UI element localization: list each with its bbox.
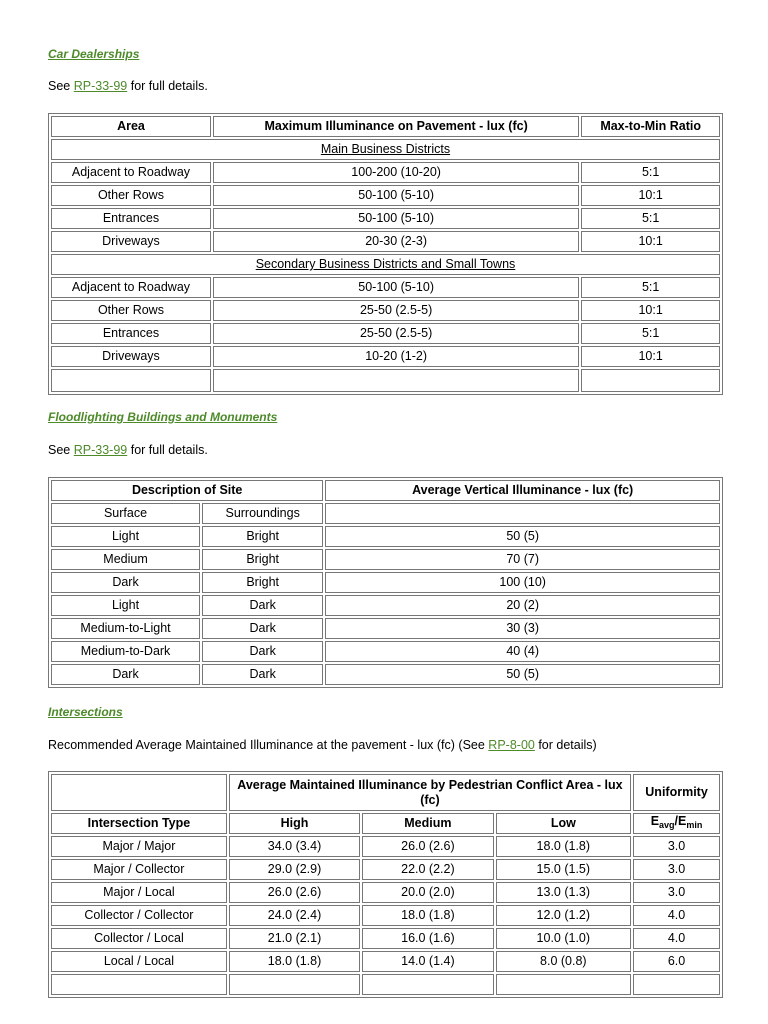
cell-low: 12.0 (1.2): [496, 905, 632, 926]
cell-illuminance: 25-50 (2.5-5): [213, 323, 579, 344]
car-dealerships-heading[interactable]: Car Dealerships: [48, 47, 140, 61]
cell-high: 29.0 (2.9): [229, 859, 360, 880]
cell-surroundings: Dark: [202, 664, 323, 685]
cell-illuminance: 100-200 (10-20): [213, 162, 579, 183]
empty-cell: [362, 974, 493, 995]
empty-cell: [496, 974, 632, 995]
car-dealerships-note: [48, 79, 208, 93]
cell-high: 24.0 (2.4): [229, 905, 360, 926]
cell-low: 15.0 (1.5): [496, 859, 632, 880]
col-header-medium: Medium: [362, 813, 493, 834]
col-header-low: Low: [496, 813, 632, 834]
floodlighting-heading[interactable]: Floodlighting Buildings and Monuments: [48, 410, 278, 424]
table-header-row: [51, 813, 720, 834]
table-header-row: [51, 480, 720, 501]
cell-low: 10.0 (1.0): [496, 928, 632, 949]
cell-type: Major / Local: [51, 882, 227, 903]
cell-illuminance: 50-100 (5-10): [213, 208, 579, 229]
intro-prefix: Recommended Average Maintained Illuminance at the pavement - lux (fc) (See: [48, 738, 485, 752]
cell-ratio: 5:1: [581, 162, 720, 183]
table-row: [51, 641, 720, 662]
table-row: [51, 859, 720, 880]
cell-medium: 22.0 (2.2): [362, 859, 493, 880]
table-row: [51, 277, 720, 298]
table-row: [51, 595, 720, 616]
col-header-area: Area: [51, 116, 211, 137]
table-row: [51, 185, 720, 206]
cell-surface: Dark: [51, 572, 200, 593]
cell-surface: Medium-to-Dark: [51, 641, 200, 662]
cell-area: Other Rows: [51, 300, 211, 321]
cell-area: Entrances: [51, 323, 211, 344]
empty-row: [51, 369, 720, 392]
cell-area: Adjacent to Roadway: [51, 277, 211, 298]
cell-surface: Medium: [51, 549, 200, 570]
cell-surroundings: Dark: [202, 641, 323, 662]
cell-low: 13.0 (1.3): [496, 882, 632, 903]
subheader-row: [51, 503, 720, 524]
empty-cell: [51, 369, 211, 392]
table-row: [51, 549, 720, 570]
cell-surface: Medium-to-Light: [51, 618, 200, 639]
cell-area: Entrances: [51, 208, 211, 229]
col-header-description: Description of Site: [51, 480, 323, 501]
see-prefix: See: [48, 79, 71, 93]
cell-surroundings: Bright: [202, 549, 323, 570]
cell-high: 34.0 (3.4): [229, 836, 360, 857]
col-header-surroundings: Surroundings: [202, 503, 323, 524]
cell-ratio: 5:1: [581, 323, 720, 344]
table-row: [51, 323, 720, 344]
cell-medium: 16.0 (1.6): [362, 928, 493, 949]
cell-medium: 26.0 (2.6): [362, 836, 493, 857]
intersections-table: [48, 771, 723, 998]
cell-illuminance: 10-20 (1-2): [213, 346, 579, 367]
table-row: [51, 208, 720, 229]
see-suffix: for full details.: [130, 79, 208, 93]
cell-uniformity: 3.0: [633, 836, 720, 857]
table-row: [51, 664, 720, 685]
floodlighting-table: [48, 477, 723, 688]
cell-area: Driveways: [51, 346, 211, 367]
intersections-intro: [48, 738, 597, 752]
cell-uniformity: 4.0: [633, 928, 720, 949]
cell-uniformity: 3.0: [633, 859, 720, 880]
table-row: [51, 836, 720, 857]
group-row: [51, 254, 720, 275]
cell-low: 18.0 (1.8): [496, 836, 632, 857]
table-row: [51, 905, 720, 926]
cell-medium: 14.0 (1.4): [362, 951, 493, 972]
cell-ratio: 5:1: [581, 277, 720, 298]
cell-ratio: 5:1: [581, 208, 720, 229]
cell-ratio: 10:1: [581, 300, 720, 321]
cell-surroundings: Bright: [202, 572, 323, 593]
empty-cell: [581, 369, 720, 392]
cell-uniformity: 3.0: [633, 882, 720, 903]
cell-high: 18.0 (1.8): [229, 951, 360, 972]
table-row: [51, 882, 720, 903]
group-label-secondary: Secondary Business Districts and Small Towns: [255, 257, 516, 271]
cell-medium: 18.0 (1.8): [362, 905, 493, 926]
table-row: [51, 231, 720, 252]
cell-illuminance: 40 (4): [325, 641, 720, 662]
empty-cell: [229, 974, 360, 995]
cell-surface: Light: [51, 595, 200, 616]
empty-cell: [51, 774, 227, 811]
cell-type: Local / Local: [51, 951, 227, 972]
see-prefix: See: [48, 443, 71, 457]
cell-illuminance: 100 (10): [325, 572, 720, 593]
cell-area: Adjacent to Roadway: [51, 162, 211, 183]
cell-ratio: 10:1: [581, 185, 720, 206]
col-header-uniformity: Uniformity: [633, 774, 720, 811]
cell-uniformity: 4.0: [633, 905, 720, 926]
cell-ratio: 10:1: [581, 346, 720, 367]
empty-cell: [633, 974, 720, 995]
cell-surroundings: Dark: [202, 595, 323, 616]
table-row: [51, 346, 720, 367]
table-header-row: [51, 116, 720, 137]
cell-surface: Light: [51, 526, 200, 547]
table-row: [51, 300, 720, 321]
rp-33-99-link[interactable]: RP-33-99: [73, 79, 128, 93]
group-row: [51, 139, 720, 160]
cell-low: 8.0 (0.8): [496, 951, 632, 972]
group-label-main: Main Business Districts: [320, 142, 451, 156]
col-header-type: Intersection Type: [51, 813, 227, 834]
cell-illuminance: 50-100 (5-10): [213, 185, 579, 206]
col-header-max-illuminance: Maximum Illuminance on Pavement - lux (fc): [213, 116, 579, 137]
see-suffix: for full details.: [130, 443, 208, 457]
intersections-heading[interactable]: Intersections: [48, 705, 123, 719]
cell-area: Other Rows: [51, 185, 211, 206]
empty-row: [51, 974, 720, 995]
cell-illuminance: 30 (3): [325, 618, 720, 639]
cell-surroundings: Bright: [202, 526, 323, 547]
table-row: [51, 572, 720, 593]
car-dealerships-table: [48, 113, 723, 395]
cell-illuminance: 20-30 (2-3): [213, 231, 579, 252]
empty-cell: [213, 369, 579, 392]
cell-type: Collector / Collector: [51, 905, 227, 926]
intro-suffix: for details): [538, 738, 597, 752]
col-header-eavg-emin: $E_{avg}/E_{min}$: [633, 813, 720, 834]
empty-cell: [325, 503, 720, 524]
cell-type: Major / Collector: [51, 859, 227, 880]
cell-surroundings: Dark: [202, 618, 323, 639]
cell-type: Major / Major: [51, 836, 227, 857]
cell-ratio: 10:1: [581, 231, 720, 252]
cell-illuminance: 70 (7): [325, 549, 720, 570]
col-header-vertical-illuminance: Average Vertical Illuminance - lux (fc): [325, 480, 720, 501]
table-row: [51, 951, 720, 972]
table-row: [51, 618, 720, 639]
table-row: [51, 162, 720, 183]
empty-cell: [51, 974, 227, 995]
cell-illuminance: 50-100 (5-10): [213, 277, 579, 298]
cell-uniformity: 6.0: [633, 951, 720, 972]
cell-illuminance: 50 (5): [325, 664, 720, 685]
cell-area: Driveways: [51, 231, 211, 252]
table-row: [51, 928, 720, 949]
cell-medium: 20.0 (2.0): [362, 882, 493, 903]
table-row: [51, 526, 720, 547]
col-header-high: High: [229, 813, 360, 834]
cell-illuminance: 20 (2): [325, 595, 720, 616]
cell-surface: Dark: [51, 664, 200, 685]
rp-33-99-link[interactable]: RP-33-99: [73, 443, 128, 457]
col-header-group: Average Maintained Illuminance by Pedestrian Conflict Area - lux (fc): [229, 774, 631, 811]
cell-high: 26.0 (2.6): [229, 882, 360, 903]
table-header-row: [51, 774, 720, 811]
floodlighting-note: [48, 443, 208, 457]
cell-illuminance: 25-50 (2.5-5): [213, 300, 579, 321]
rp-8-00-link[interactable]: RP-8-00: [488, 738, 535, 752]
cell-high: 21.0 (2.1): [229, 928, 360, 949]
cell-illuminance: 50 (5): [325, 526, 720, 547]
cell-type: Collector / Local: [51, 928, 227, 949]
col-header-ratio: Max-to-Min Ratio: [581, 116, 720, 137]
col-header-surface: Surface: [51, 503, 200, 524]
